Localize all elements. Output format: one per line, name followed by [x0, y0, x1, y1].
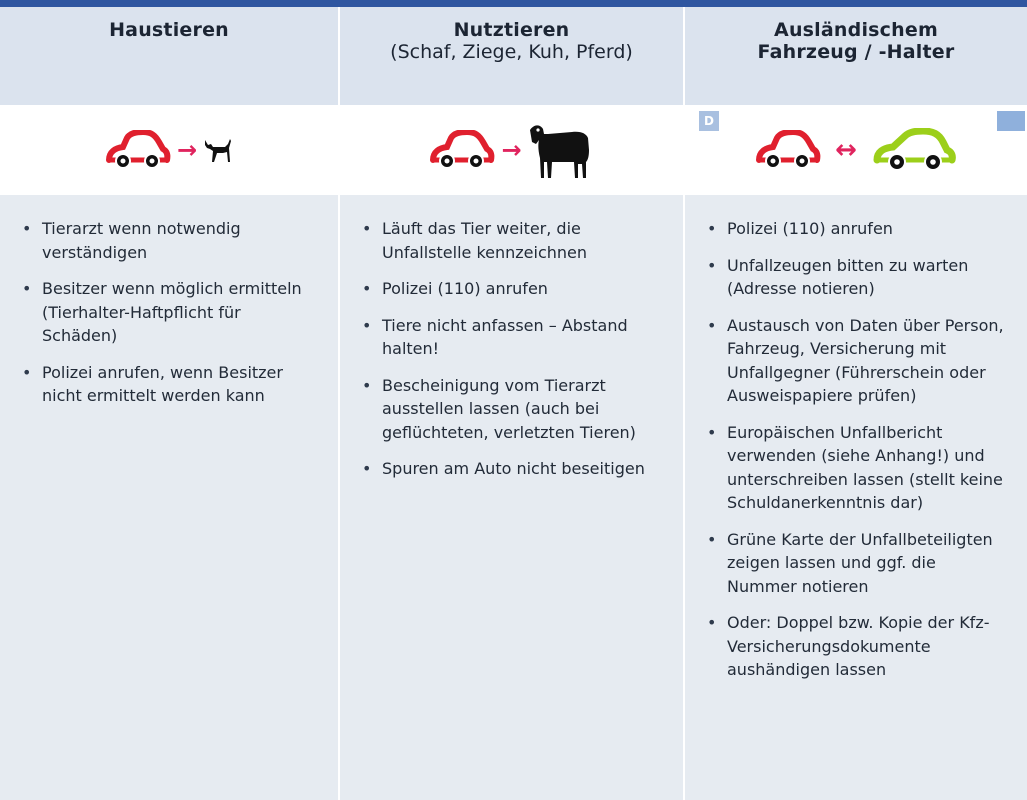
- list-item: • Besitzer wenn möglich ermitteln (Tierhalter-Haftpflicht für Schäden): [20, 277, 318, 348]
- list-item: • Spuren am Auto nicht beseitigen: [360, 457, 663, 481]
- header-nutztiere: [340, 7, 685, 105]
- list-item: • Polizei (110) anrufen: [360, 277, 663, 301]
- bullet-list: [705, 217, 1007, 682]
- body-nutztiere: [340, 195, 685, 800]
- germany-flag-icon: D: [699, 111, 719, 131]
- header-subtitle: (Schaf, Ziege, Kuh, Pferd): [390, 41, 633, 63]
- list-item: • Grüne Karte der Unfallbeteiligten zeigen lassen und ggf. die Nummer notieren: [705, 528, 1007, 599]
- header-title: Ausländischem: [774, 19, 938, 41]
- bullet-list: [360, 217, 663, 481]
- arrow-right-icon: →: [501, 136, 522, 164]
- illustration-car-pet: [0, 105, 340, 195]
- top-bar: [0, 0, 1027, 7]
- arrow-right-icon: →: [176, 136, 198, 164]
- dog-icon: [203, 136, 233, 164]
- illustration-car-livestock: [340, 105, 685, 195]
- header-title: Haustieren: [109, 19, 229, 41]
- list-item: • Tiere nicht anfassen – Abstand halten!: [360, 314, 663, 361]
- list-item: • Polizei (110) anrufen: [705, 217, 1007, 241]
- info-table: [0, 7, 1027, 800]
- list-item: • Oder: Doppel bzw. Kopie der Kfz-Versicherungsdokumente aushändigen lassen: [705, 611, 1007, 682]
- red-car-icon: [429, 130, 495, 170]
- list-item: • Bescheinigung vom Tierarzt ausstellen lassen (auch bei geflüchteten, verletzten Tieren): [360, 374, 663, 445]
- body-auslaendisch: [685, 195, 1027, 800]
- green-car-icon: [871, 128, 957, 172]
- eu-flag-icon: [997, 111, 1025, 131]
- list-item: • Europäischen Unfallbericht verwenden (siehe Anhang!) und unterschreiben lassen (stellt keine Schuldanerkenntnis dar): [705, 421, 1007, 515]
- list-item: • Läuft das Tier weiter, die Unfallstelle kennzeichnen: [360, 217, 663, 264]
- header-title: Nutztieren: [453, 19, 570, 41]
- header-haustiere: [0, 7, 340, 105]
- header-title-line2: Fahrzeug / -Halter: [757, 41, 955, 63]
- double-arrow-icon: ↔: [835, 135, 857, 165]
- red-car-icon: [755, 130, 821, 170]
- header-auslaendisch: [685, 7, 1027, 105]
- list-item: • Polizei anrufen, wenn Besitzer nicht ermittelt werden kann: [20, 361, 318, 408]
- list-item: • Unfallzeugen bitten zu warten (Adresse notieren): [705, 254, 1007, 301]
- goat-icon: [528, 120, 594, 180]
- list-item: • Tierarzt wenn notwendig verständigen: [20, 217, 318, 264]
- illustration-car-foreign-car: [685, 105, 1027, 195]
- list-item: • Austausch von Daten über Person, Fahrzeug, Versicherung mit Unfallgegner (Führerschein oder Ausweispapiere prüfen): [705, 314, 1007, 408]
- body-haustiere: [0, 195, 340, 800]
- red-car-icon: [105, 130, 171, 170]
- bullet-list: [20, 217, 318, 408]
